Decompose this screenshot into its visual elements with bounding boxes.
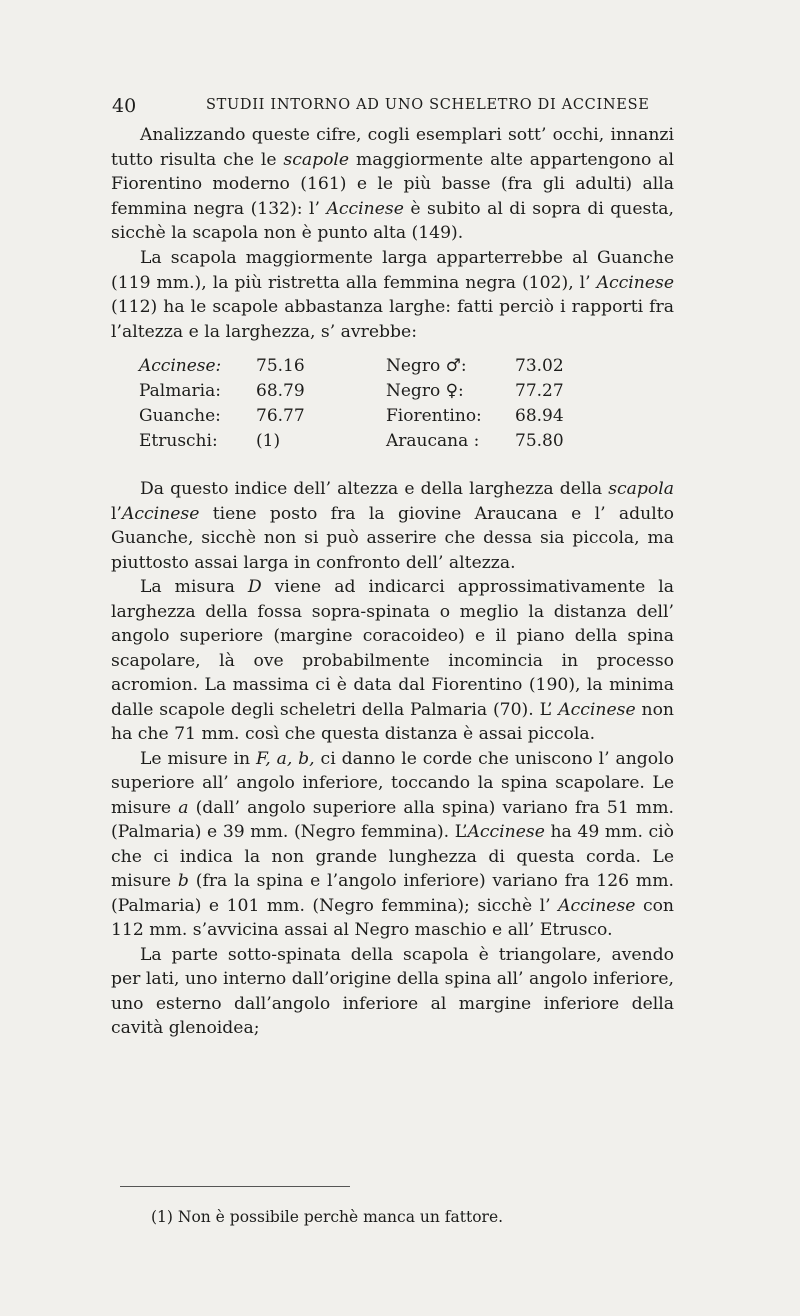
page-header: [112, 95, 672, 119]
table-cell-name: Negro ♂:: [386, 356, 467, 376]
table-row: [139, 431, 659, 456]
table-cell-name: Fiorentino:: [386, 406, 482, 426]
table-cell-value: 68.94: [515, 406, 564, 426]
paragraph: Analizzando queste cifre, cogli esemplari sott’ occhi, innanzi tutto risulta che le scapole maggiormente alte appartengono al Fiorentino moderno (161) e le più basse (fra gli adulti) alla femmina negra (132): l’ Accinese è subito al di sopra di questa, sicchè la scapola non è punto alta (149).: [111, 125, 674, 244]
italic-term: Accinese: [558, 699, 636, 720]
table-row: [139, 406, 659, 431]
table-cell-value: 73.02: [515, 356, 564, 376]
italic-term: Accinese: [596, 272, 674, 293]
table-cell-value: 68.79: [256, 381, 305, 401]
table-cell-name: Araucana :: [386, 431, 480, 451]
index-table: [139, 356, 659, 456]
table-cell-name: Etruschi:: [139, 431, 218, 451]
table-cell-name: Negro ♀:: [386, 381, 464, 401]
table-cell-value: 76.77: [256, 406, 305, 426]
paragraph: La parte sotto-spinata della scapola è triangolare, avendo per lati, uno interno dall’origine della spina all’ angolo inferiore, uno esterno dall’angolo inferiore al margine inferiore della cavità glenoidea;: [111, 944, 674, 1038]
italic-term: F, a, b,: [255, 748, 315, 769]
italic-term: D: [247, 577, 262, 597]
table-cell-name: Accinese:: [139, 356, 222, 376]
table-cell-value: 75.16: [256, 356, 305, 376]
italic-term: scapola: [608, 479, 674, 499]
paragraph: La scapola maggiormente larga apparterrebbe al Guanche (119 mm.), la più ristretta alla femmina negra (102), l’ Accinese (112) ha le scapole abbastanza larghe: fatti perciò i rapporti fra l’altezza e la larghezza, s’ avrebbe:: [111, 247, 674, 342]
italic-term: Accinese: [121, 503, 200, 524]
footnote: (1) Non è possibile perchè manca un fattore.: [151, 1208, 504, 1226]
footnote-divider: [120, 1186, 350, 1187]
italic-term: a: [178, 797, 189, 818]
paragraph: La misura D viene ad indicarci approssimativamente la larghezza della fossa sopra-spinata o meglio la distanza dell’ angolo superiore (margine coracoideo) e il piano della spina scapolare, là ove probabilmente incomincia in processo acromion. La massima ci è data dal Fiorentino (190), la minima dalle scapole degli scheletri della Palmaria (70). L’ Accinese non ha che 71 mm. così che questa distanza è assai piccola.: [111, 577, 675, 744]
table-row: [139, 381, 659, 406]
italic-term: Accinese: [326, 198, 404, 219]
paragraph: Le misure in F, a, b, ci danno le corde che uniscono l’ angolo superiore all’ angolo inferiore, toccando la spina scapolare. Le misure a (dall’ angolo superiore alla spina) variano fra 51 mm. (Palmaria) e 39 mm. (Negro femmina). L’Accinese ha 49 mm. ciò che ci indica la non grande lunghezza di questa corda. Le misure b (fra la spina e l’angolo inferiore) variano fra 126 mm. (Palmaria) e 101 mm. (Negro femmina); sicchè l’ Accinese con 112 mm. s’avvicina assai al Negro maschio e all’ Etrusco.: [111, 748, 674, 940]
paragraph: Da questo indice dell’ altezza e della larghezza della scapola l’Accinese tiene posto fra la giovine Araucana e l’ adulto Guanche, sicchè non si può asserire che dessa sia piccola, ma piuttosto assai larga in confronto dell’ altezza.: [111, 479, 674, 573]
table-cell-value: 77.27: [515, 381, 564, 401]
italic-term: b: [177, 871, 189, 891]
table-cell-value: (1): [256, 431, 281, 451]
italic-term: scapole: [283, 149, 350, 170]
table-row: [139, 356, 659, 381]
body-text-top: [111, 123, 674, 344]
italic-term: Accinese: [558, 895, 636, 916]
running-head: STUDII INTORNO AD UNO SCHELETRO DI ACCINESE: [206, 97, 650, 113]
table-cell-name: Guanche:: [139, 406, 221, 426]
body-text-bottom: [111, 477, 674, 1041]
italic-term: Accinese: [467, 822, 545, 842]
table-cell-value: 75.80: [515, 431, 564, 451]
page-number: 40: [112, 95, 137, 117]
table-cell-name: Palmaria:: [139, 381, 221, 401]
